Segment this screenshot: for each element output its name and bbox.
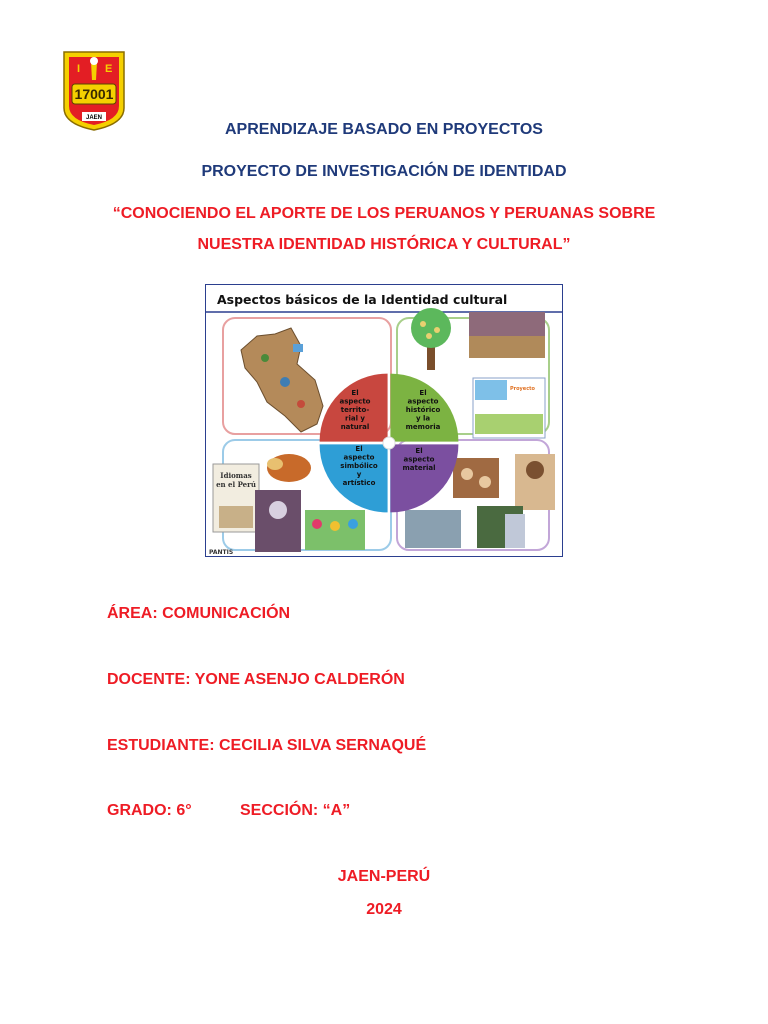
wheel-center-hub: [383, 437, 395, 449]
school-crest-logo: [62, 50, 126, 132]
wheel-segment-1-label: El: [351, 389, 359, 397]
wheel-segment-3-label: aspecto: [343, 453, 375, 462]
wheel-segment-2-label: El: [419, 389, 427, 397]
procession-photo: [255, 490, 301, 552]
wheel-segment-1-label: rial y: [345, 414, 365, 423]
wheel-segment-4-label: material: [402, 464, 436, 472]
wheel-segment-4-label: El: [415, 447, 423, 455]
crest-place: JAEN: [85, 115, 103, 121]
wheel-segment-2-label: y la: [415, 414, 431, 423]
people-walking-photo: [405, 510, 461, 548]
crest-number: 17001: [74, 86, 114, 102]
wheel-segment-1-label: territo-: [340, 406, 370, 414]
teacher-field: DOCENTE: YONE ASENJO CALDERÓN: [107, 671, 405, 688]
crest-letter-left: I: [77, 63, 81, 75]
footer-year: 2024: [366, 901, 402, 918]
figure-credit: PANTIS: [209, 549, 234, 556]
wheel-segment-4-label: aspecto: [403, 455, 435, 464]
cultural-identity-infographic: [205, 284, 563, 557]
wheel-segment-2-label: histórico: [405, 406, 441, 414]
project-poster-label: Proyecto: [509, 386, 535, 392]
student-field: ESTUDIANTE: CECILIA SILVA SERNAQUÉ: [107, 737, 427, 754]
crest-letter-right: E: [105, 63, 113, 75]
infographic-title: Aspectos básicos de la Identidad cultural: [217, 292, 508, 307]
wheel-segment-1-label: natural: [340, 423, 370, 431]
project-title-line-2: NUESTRA IDENTIDAD HISTÓRICA Y CULTURAL”: [197, 236, 571, 253]
wheel-segment-1-label: aspecto: [339, 397, 371, 406]
book-title-line-1: Idiomas: [220, 471, 252, 480]
wheel-segment-3-label: simbólico: [340, 462, 378, 470]
grade-field: GRADO: 6°: [107, 802, 192, 819]
book-title-line-2: en el Perú: [216, 480, 256, 489]
footer-place: JAEN-PERÚ: [337, 868, 431, 885]
wheel-segment-3-label: El: [355, 445, 363, 453]
wheel-segment-3-label: y: [356, 470, 362, 479]
pottery-photo: [453, 458, 499, 498]
header-line-1: APRENDIZAJE BASADO EN PROYECTOS: [225, 121, 543, 138]
wheel-segment-3-label: artístico: [342, 479, 376, 487]
section-field: SECCIÓN: “A”: [240, 802, 351, 819]
header-line-2: PROYECTO DE INVESTIGACIÓN DE IDENTIDAD: [201, 163, 567, 180]
wheel-segment-2-label: memoria: [405, 423, 441, 431]
wheel-segment-2-label: aspecto: [407, 397, 439, 406]
area-field: ÁREA: COMUNICACIÓN: [107, 605, 291, 622]
project-title-line-1: “CONOCIENDO EL APORTE DE LOS PERUANOS Y PERUANAS SOBRE: [112, 205, 656, 222]
